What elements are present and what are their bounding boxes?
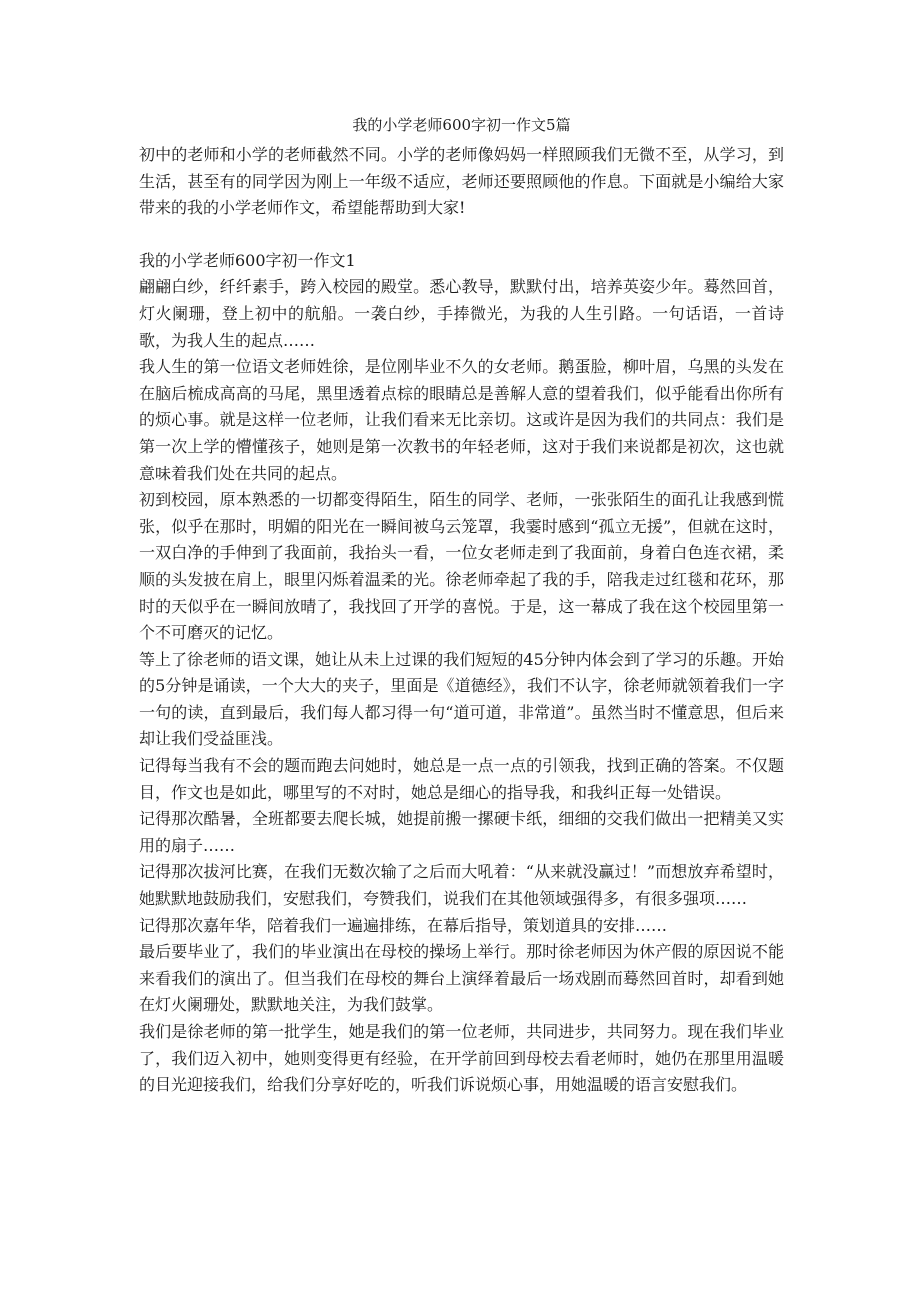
- body-paragraph: 记得那次嘉年华，陪着我们一遍遍排练，在幕后指导，策划道具的安排……: [139, 915, 668, 935]
- body-paragraph: 等上了徐老师的语文课，她让从未上过课的我们短短的45分钟内体会到了学习的乐趣。开始的5分钟是诵读，一个大大的夹子，里面是《道德经》，我们不认字，徐老师就领着我们一字一句的读，直到最后，我们每人都习得一句“道可道，非常道”。虽然当时不懂意思，但后来却让我们受益匪浅。: [139, 649, 784, 749]
- body-paragraph: 记得那次酷暑，全班都要去爬长城，她提前搬一摞硬卡纸，细细的交我们做出一把精美又实用的扇子……: [139, 809, 784, 855]
- body-paragraph: 最后要毕业了，我们的毕业演出在母校的操场上举行。那时徐老师因为休产假的原因说不能来看我们的演出了。但当我们在母校的舞台上演绎着最后一场戏剧而蓦然回首时，却看到她在灯火阑珊处，默默地关注，为我们鼓掌。: [139, 942, 784, 1015]
- document-title: 我的小学老师600字初一作文5篇: [352, 116, 571, 134]
- body-paragraph: 记得那次拔河比赛，在我们无数次输了之后而大吼着：“从来就没赢过！”而想放弃希望时，她默默地鼓励我们，安慰我们，夸赞我们，说我们在其他领域强得多，有很多强项……: [139, 862, 784, 909]
- section-heading: 我的小学老师600字初一作文1: [139, 250, 356, 270]
- intro-paragraph: 初中的老师和小学的老师截然不同。小学的老师像妈妈一样照顾我们无微不至，从学习，到生活，甚至有的同学因为刚上一年级不适应，老师还要照顾他的作息。下面就是小编给大家带来的我的小学老师作文，希望能帮助到大家!: [139, 145, 784, 218]
- body-paragraph: 记得每当我有不会的题而跑去问她时，她总是一点一点的引领我，找到正确的答案。不仅题目，作文也是如此，哪里写的不对时，她总是细心的指导我，和我纠正每一处错误。: [139, 756, 784, 802]
- body-paragraph: 翩翩白纱，纤纤素手，跨入校园的殿堂。悉心教导，默默付出，培养英姿少年。蓦然回首，灯火阑珊，登上初中的航船。一袭白纱，手捧微光，为我的人生引路。一句话语，一首诗歌，为我人生的起点……: [139, 277, 784, 350]
- body-paragraph: 初到校园，原本熟悉的一切都变得陌生，陌生的同学、老师，一张张陌生的面孔让我感到慌张，似乎在那时，明媚的阳光在一瞬间被乌云笼罩，我霎时感到“孤立无援”，但就在这时，一双白净的手伸到了我面前，我抬头一看，一位女老师走到了我面前，身着白色连衣裙，柔顺的头发披在肩上，眼里闪烁着温柔的光。徐老师牵起了我的手，陪我走过红毯和花环，那时的天似乎在一瞬间放晴了，我找回了开学的喜悦。于是，这一幕成了我在这个校园里第一个不可磨灭的记忆。: [139, 490, 784, 643]
- body-paragraph: 我人生的第一位语文老师姓徐，是位刚毕业不久的女老师。鹅蛋脸，柳叶眉，乌黑的头发在在脑后梳成高高的马尾，黑里透着点棕的眼睛总是善解人意的望着我们，似乎能看出你所有的烦心事。就是这样一位老师，让我们看来无比亲切。这或许是因为我们的共同点：我们是第一次上学的懵懂孩子，她则是第一次教书的年轻老师，这对于我们来说都是初次，这也就意味着我们处在共同的起点。: [139, 357, 784, 483]
- body-paragraph: 我们是徐老师的第一批学生，她是我们的第一位老师，共同进步，共同努力。现在我们毕业了，我们迈入初中，她则变得更有经验，在开学前回到母校去看老师时，她仍在那里用温暖的目光迎接我们，给我们分享好吃的，听我们诉说烦心事，用她温暖的语言安慰我们。: [139, 1022, 784, 1095]
- document-page: [139, 112, 784, 1099]
